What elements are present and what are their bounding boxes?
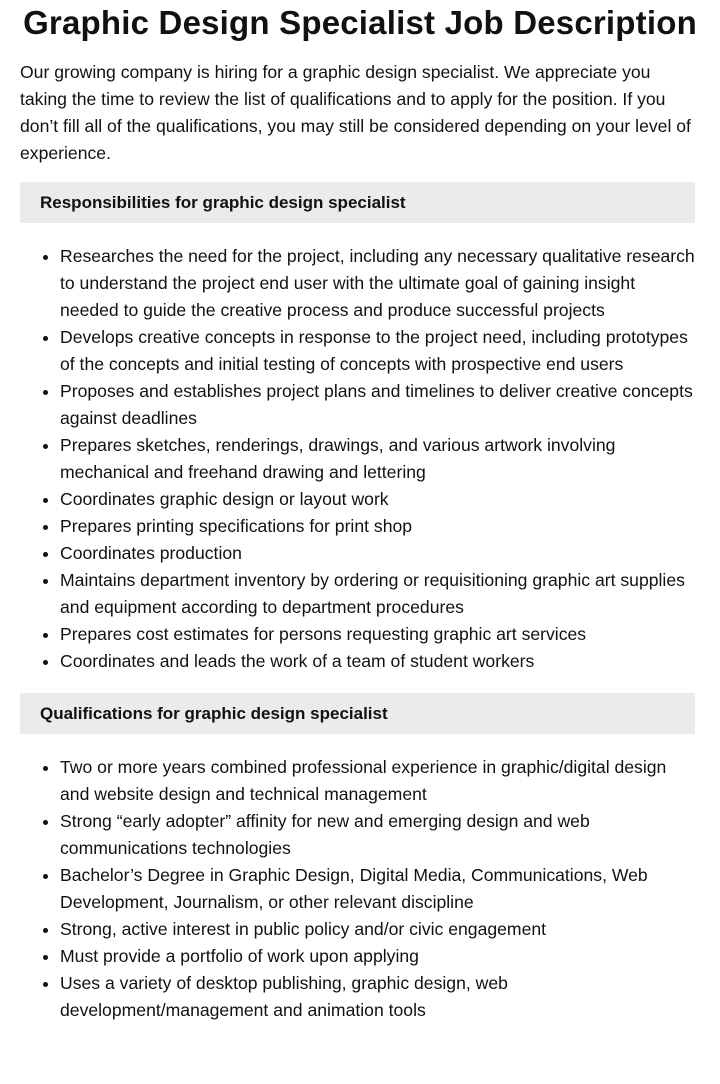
list-item: • Strong, active interest in public policy and/or civic engagement [60, 916, 696, 943]
list-item: • Prepares cost estimates for persons requesting graphic art services [60, 621, 696, 648]
list-item: • Develops creative concepts in response to the project need, including prototypes of the concepts and initial testing of concepts with prospective end users [60, 324, 696, 378]
list-item: • Strong “early adopter” affinity for new and emerging design and web communications technologies [60, 808, 696, 862]
list-item: • Prepares printing specifications for print shop [60, 513, 696, 540]
list-item: • Coordinates production [60, 540, 696, 567]
list-item: • Proposes and establishes project plans and timelines to deliver creative concepts against deadlines [60, 378, 696, 432]
list-item: • Two or more years combined professional experience in graphic/digital design and website design and technical management [60, 754, 696, 808]
responsibilities-heading: Responsibilities for graphic design specialist [20, 182, 695, 223]
intro-paragraph: Our growing company is hiring for a graphic design specialist. We appreciate you taking the time to review the list of qualifications and to apply for the position. If you don’t fill all of the qualifications, you may still be considered depending on your level of experience. [20, 62, 691, 163]
qualifications-list [20, 754, 696, 1024]
qualifications-heading: Qualifications for graphic design specialist [20, 693, 695, 734]
responsibilities-list [20, 243, 696, 675]
list-item: • Must provide a portfolio of work upon applying [60, 943, 696, 970]
list-item: • Maintains department inventory by ordering or requisitioning graphic art supplies and equipment according to department procedures [60, 567, 696, 621]
list-item: • Researches the need for the project, including any necessary qualitative research to understand the project end user with the ultimate goal of gaining insight needed to guide the creative process and produce successful projects [60, 243, 696, 324]
list-item: • Prepares sketches, renderings, drawings, and various artwork involving mechanical and freehand drawing and lettering [60, 432, 696, 486]
page-title: Graphic Design Specialist Job Description [23, 4, 697, 41]
list-item: • Uses a variety of desktop publishing, graphic design, web development/management and animation tools [60, 970, 696, 1024]
list-item: • Bachelor’s Degree in Graphic Design, Digital Media, Communications, Web Development, Journalism, or other relevant discipline [60, 862, 696, 916]
list-item: • Coordinates and leads the work of a team of student workers [60, 648, 696, 675]
list-item: • Coordinates graphic design or layout work [60, 486, 696, 513]
